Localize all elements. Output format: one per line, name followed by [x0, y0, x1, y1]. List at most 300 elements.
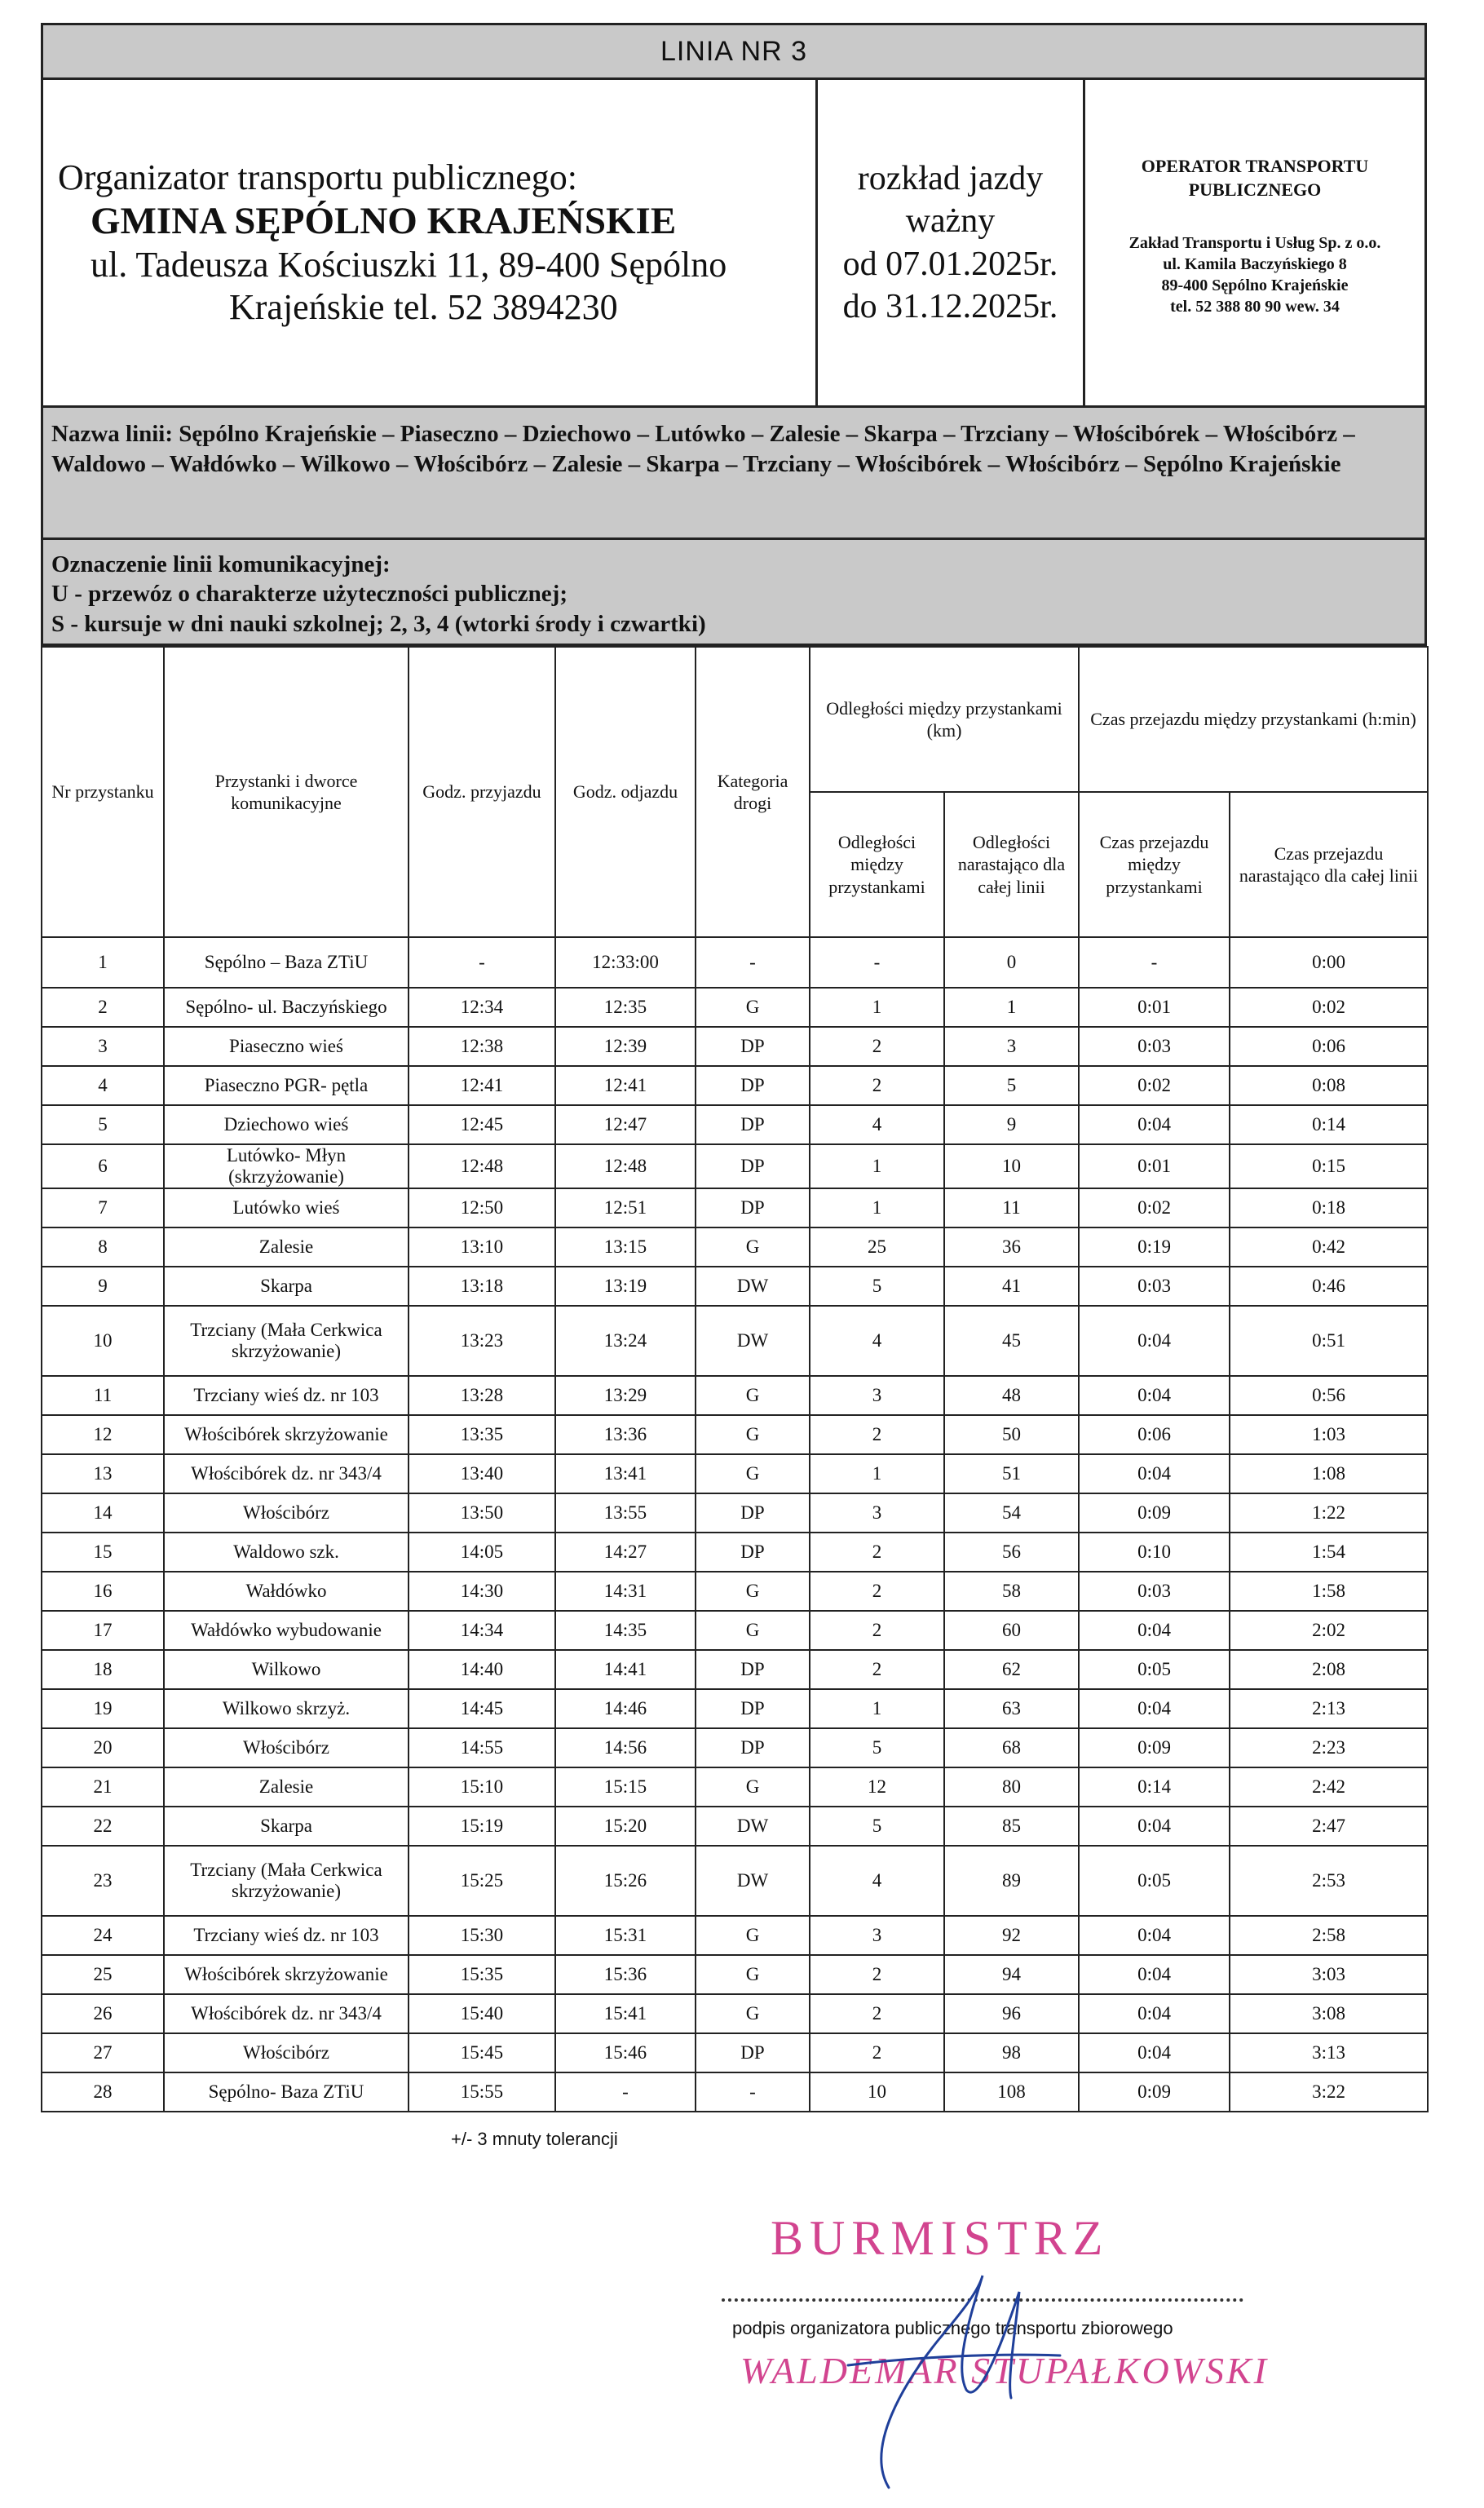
row-time: 0:02 [1079, 1188, 1230, 1227]
row-departure: 12:41 [555, 1066, 696, 1105]
row-nr: 23 [42, 1846, 164, 1916]
row-arrival: - [409, 937, 555, 988]
row-time-cumulative: 1:58 [1230, 1572, 1428, 1611]
row-distance-cumulative: 58 [944, 1572, 1079, 1611]
row-nr: 28 [42, 2072, 164, 2112]
table-row [42, 937, 1428, 988]
timetable-document [41, 23, 1427, 2112]
row-time: 0:02 [1079, 1066, 1230, 1105]
organizer-address-line1: ul. Tadeusza Kościuszki 11, 89-400 Sępólno [91, 245, 727, 285]
row-distance-cumulative: 51 [944, 1454, 1079, 1493]
row-category: - [696, 2072, 810, 2112]
line-title: LINIA NR 3 [660, 35, 808, 67]
row-arrival: 13:28 [409, 1376, 555, 1415]
row-distance: 3 [810, 1493, 944, 1533]
row-time: 0:14 [1079, 1767, 1230, 1807]
row-time: 0:19 [1079, 1227, 1230, 1267]
row-departure: 13:24 [555, 1306, 696, 1376]
row-departure: 12:39 [555, 1027, 696, 1066]
row-stop: Włościbórz [164, 1493, 409, 1533]
row-time: 0:04 [1079, 1105, 1230, 1144]
table-row [42, 1454, 1428, 1493]
row-category: G [696, 988, 810, 1027]
table-row [42, 1650, 1428, 1689]
row-departure: 15:20 [555, 1807, 696, 1846]
row-category: DP [696, 1728, 810, 1767]
row-time: 0:09 [1079, 1493, 1230, 1533]
row-category: DP [696, 1188, 810, 1227]
row-distance-cumulative: 41 [944, 1267, 1079, 1306]
table-row [42, 1916, 1428, 1955]
row-time-cumulative: 0:06 [1230, 1027, 1428, 1066]
row-stop: Włościbórz [164, 2033, 409, 2072]
row-category: DP [696, 1066, 810, 1105]
table-row [42, 1955, 1428, 1994]
row-arrival: 15:10 [409, 1767, 555, 1807]
row-category: DW [696, 1807, 810, 1846]
row-arrival: 13:23 [409, 1306, 555, 1376]
line-name-section [41, 408, 1427, 540]
timetable-body [42, 937, 1428, 2112]
row-distance: 3 [810, 1376, 944, 1415]
row-time: 0:04 [1079, 1955, 1230, 1994]
stamp-title: BURMISTRZ [771, 2211, 1110, 2265]
header-category: Kategoria drogi [696, 647, 810, 937]
row-nr: 24 [42, 1916, 164, 1955]
row-nr: 12 [42, 1415, 164, 1454]
signature-caption: podpis organizatora publicznego transportu zbiorowego [732, 2318, 1173, 2338]
table-row [42, 1105, 1428, 1144]
row-distance: 1 [810, 1144, 944, 1188]
header-time-group: Czas przejazdu między przystankami (h:min) [1079, 647, 1428, 792]
row-departure: 12:35 [555, 988, 696, 1027]
header-time-cumulative: Czas przejazdu narastająco dla całej linii [1230, 792, 1428, 937]
header-nr: Nr przystanku [42, 647, 164, 937]
organizer-section [43, 80, 818, 405]
organizer-label: Organizator transportu publicznego: [58, 157, 577, 197]
row-category: G [696, 1611, 810, 1650]
table-row [42, 1415, 1428, 1454]
row-time-cumulative: 3:08 [1230, 1994, 1428, 2033]
line-name-text: Nazwa linii: Sępólno Krajeńskie – Piaseczno – Dziechowo – Lutówko – Zalesie – Skarpa – Trzciany – Włościbórek – Włościbórz – Waldowo – Wałdówko – Wilkowo – Włościbórz – Zalesie – Skarpa – Trzciany – Włościbórek – Włościbórz – Sępólno Krajeńskie [51, 421, 1355, 477]
row-category: DP [696, 1533, 810, 1572]
row-arrival: 13:10 [409, 1227, 555, 1267]
row-departure: 13:15 [555, 1227, 696, 1267]
line-marking-section [41, 540, 1427, 646]
row-departure: 13:55 [555, 1493, 696, 1533]
header-time-between: Czas przejazdu między przystankami [1079, 792, 1230, 937]
row-stop: Lutówko wieś [164, 1188, 409, 1227]
row-time-cumulative: 2:08 [1230, 1650, 1428, 1689]
row-distance-cumulative: 45 [944, 1306, 1079, 1376]
row-arrival: 15:40 [409, 1994, 555, 2033]
row-nr: 16 [42, 1572, 164, 1611]
row-distance: - [810, 937, 944, 988]
row-departure: 14:35 [555, 1611, 696, 1650]
row-nr: 20 [42, 1728, 164, 1767]
header-departure: Godz. odjazdu [555, 647, 696, 937]
row-departure: 14:31 [555, 1572, 696, 1611]
table-row [42, 1267, 1428, 1306]
row-time-cumulative: 2:23 [1230, 1728, 1428, 1767]
row-stop: Wilkowo [164, 1650, 409, 1689]
row-arrival: 14:05 [409, 1533, 555, 1572]
row-departure: 14:27 [555, 1533, 696, 1572]
row-distance: 2 [810, 1027, 944, 1066]
table-row [42, 1807, 1428, 1846]
row-distance: 2 [810, 1415, 944, 1454]
row-nr: 11 [42, 1376, 164, 1415]
row-arrival: 14:30 [409, 1572, 555, 1611]
row-distance: 5 [810, 1728, 944, 1767]
row-stop: Trzciany (Mała Cerkwica skrzyżowanie) [164, 1306, 409, 1376]
row-time: 0:04 [1079, 1454, 1230, 1493]
row-time: 0:03 [1079, 1027, 1230, 1066]
row-stop: Wałdówko wybudowanie [164, 1611, 409, 1650]
row-category: DP [696, 1105, 810, 1144]
row-arrival: 12:50 [409, 1188, 555, 1227]
row-distance: 3 [810, 1916, 944, 1955]
row-nr: 2 [42, 988, 164, 1027]
row-distance-cumulative: 60 [944, 1611, 1079, 1650]
row-arrival: 13:40 [409, 1454, 555, 1493]
header-arrival: Godz. przyjazdu [409, 647, 555, 937]
row-nr: 13 [42, 1454, 164, 1493]
row-nr: 7 [42, 1188, 164, 1227]
row-time-cumulative: 0:51 [1230, 1306, 1428, 1376]
row-distance: 2 [810, 1066, 944, 1105]
row-departure: 12:33:00 [555, 937, 696, 988]
row-departure: 15:26 [555, 1846, 696, 1916]
row-time: 0:04 [1079, 1807, 1230, 1846]
stamp-name: WALDEMAR STUPAŁKOWSKI [740, 2350, 1269, 2391]
row-nr: 21 [42, 1767, 164, 1807]
row-nr: 10 [42, 1306, 164, 1376]
row-time: 0:04 [1079, 1306, 1230, 1376]
operator-street: ul. Kamila Baczyńskiego 8 [1163, 255, 1347, 274]
validity-section [818, 80, 1085, 405]
row-time: 0:04 [1079, 1689, 1230, 1728]
row-time-cumulative: 3:13 [1230, 2033, 1428, 2072]
row-time-cumulative: 2:47 [1230, 1807, 1428, 1846]
row-distance-cumulative: 10 [944, 1144, 1079, 1188]
row-distance-cumulative: 96 [944, 1994, 1079, 2033]
row-distance-cumulative: 89 [944, 1846, 1079, 1916]
validity-line1: rozkład jazdy [857, 159, 1044, 197]
row-distance-cumulative: 85 [944, 1807, 1079, 1846]
row-distance: 10 [810, 2072, 944, 2112]
row-category: DP [696, 1650, 810, 1689]
row-stop: Sępólno- ul. Baczyńskiego [164, 988, 409, 1027]
row-arrival: 14:34 [409, 1611, 555, 1650]
row-nr: 15 [42, 1533, 164, 1572]
row-arrival: 12:34 [409, 988, 555, 1027]
row-distance: 5 [810, 1807, 944, 1846]
row-departure: 14:46 [555, 1689, 696, 1728]
row-arrival: 12:41 [409, 1066, 555, 1105]
row-time: 0:04 [1079, 1376, 1230, 1415]
row-stop: Zalesie [164, 1767, 409, 1807]
row-distance: 4 [810, 1306, 944, 1376]
row-distance-cumulative: 3 [944, 1027, 1079, 1066]
table-row [42, 1188, 1428, 1227]
row-departure: 13:41 [555, 1454, 696, 1493]
row-time: 0:04 [1079, 2033, 1230, 2072]
row-time-cumulative: 0:08 [1230, 1066, 1428, 1105]
row-distance: 2 [810, 1572, 944, 1611]
row-time-cumulative: 3:22 [1230, 2072, 1428, 2112]
row-stop: Trzciany wieś dz. nr 103 [164, 1376, 409, 1415]
row-distance: 1 [810, 988, 944, 1027]
organizer-address-line2: Krajeńskie tel. 52 3894230 [229, 287, 618, 328]
tolerance-note: +/- 3 mnuty tolerancji [451, 2129, 618, 2149]
row-time-cumulative: 2:13 [1230, 1689, 1428, 1728]
row-category: G [696, 1454, 810, 1493]
line-marking-title: Oznaczenie linii komunikacyjnej: [51, 551, 391, 577]
row-category: G [696, 1994, 810, 2033]
row-distance-cumulative: 1 [944, 988, 1079, 1027]
operator-city: 89-400 Sępólno Krajeńskie [1161, 276, 1349, 295]
row-nr: 19 [42, 1689, 164, 1728]
row-category: G [696, 1227, 810, 1267]
table-row [42, 1994, 1428, 2033]
row-time-cumulative: 0:42 [1230, 1227, 1428, 1267]
row-arrival: 14:40 [409, 1650, 555, 1689]
table-row [42, 1144, 1428, 1188]
row-distance: 2 [810, 1611, 944, 1650]
row-time-cumulative: 1:54 [1230, 1533, 1428, 1572]
table-row [42, 1306, 1428, 1376]
validity-to: do 31.12.2025r. [842, 288, 1058, 325]
row-departure: 13:36 [555, 1415, 696, 1454]
row-departure: 15:31 [555, 1916, 696, 1955]
row-distance-cumulative: 5 [944, 1066, 1079, 1105]
row-category: - [696, 937, 810, 988]
row-time: 0:05 [1079, 1650, 1230, 1689]
row-time-cumulative: 0:15 [1230, 1144, 1428, 1188]
row-category: DP [696, 1144, 810, 1188]
operator-name: Zakład Transportu i Usług Sp. z o.o. [1128, 234, 1381, 253]
row-distance-cumulative: 62 [944, 1650, 1079, 1689]
row-distance-cumulative: 54 [944, 1493, 1079, 1533]
row-arrival: 13:18 [409, 1267, 555, 1306]
row-time-cumulative: 2:42 [1230, 1767, 1428, 1807]
row-time: 0:01 [1079, 988, 1230, 1027]
table-row [42, 1767, 1428, 1807]
row-distance-cumulative: 92 [944, 1916, 1079, 1955]
row-distance: 1 [810, 1689, 944, 1728]
row-category: G [696, 1767, 810, 1807]
row-nr: 5 [42, 1105, 164, 1144]
row-arrival: 12:38 [409, 1027, 555, 1066]
row-nr: 3 [42, 1027, 164, 1066]
row-departure: 14:56 [555, 1728, 696, 1767]
row-distance-cumulative: 9 [944, 1105, 1079, 1144]
row-stop: Piaseczno wieś [164, 1027, 409, 1066]
row-nr: 26 [42, 1994, 164, 2033]
row-category: G [696, 1572, 810, 1611]
row-stop: Wilkowo skrzyż. [164, 1689, 409, 1728]
row-distance: 1 [810, 1188, 944, 1227]
line-marking-s: S - kursuje w dni nauki szkolnej; 2, 3, 4 (wtorki środy i czwartki) [51, 610, 706, 637]
row-arrival: 15:25 [409, 1846, 555, 1916]
row-category: G [696, 1916, 810, 1955]
row-stop: Włościbórek skrzyżowanie [164, 1415, 409, 1454]
table-row [42, 1066, 1428, 1105]
row-nr: 14 [42, 1493, 164, 1533]
row-time: 0:04 [1079, 1611, 1230, 1650]
table-row [42, 1728, 1428, 1767]
row-time: 0:05 [1079, 1846, 1230, 1916]
row-stop: Piaseczno PGR- pętla [164, 1066, 409, 1105]
row-category: DP [696, 2033, 810, 2072]
row-category: DP [696, 1027, 810, 1066]
row-distance: 5 [810, 1267, 944, 1306]
row-nr: 27 [42, 2033, 164, 2072]
row-distance: 4 [810, 1846, 944, 1916]
table-row [42, 1376, 1428, 1415]
row-time-cumulative: 0:56 [1230, 1376, 1428, 1415]
row-departure: 12:48 [555, 1144, 696, 1188]
row-time-cumulative: 0:00 [1230, 937, 1428, 988]
row-distance-cumulative: 50 [944, 1415, 1079, 1454]
line-marking-u: U - przewóz o charakterze użyteczności publicznej; [51, 581, 568, 608]
table-row [42, 2033, 1428, 2072]
validity-from: od 07.01.2025r. [842, 245, 1058, 283]
row-time-cumulative: 2:53 [1230, 1846, 1428, 1916]
organizer-name: GMINA SĘPÓLNO KRAJEŃSKIE [91, 199, 677, 242]
row-arrival: 15:55 [409, 2072, 555, 2112]
table-row [42, 2072, 1428, 2112]
row-departure: 15:15 [555, 1767, 696, 1807]
row-departure: 12:47 [555, 1105, 696, 1144]
validity-line2: ważny [905, 202, 996, 240]
row-distance-cumulative: 36 [944, 1227, 1079, 1267]
row-time: 0:10 [1079, 1533, 1230, 1572]
row-time-cumulative: 1:22 [1230, 1493, 1428, 1533]
row-distance: 2 [810, 1994, 944, 2033]
row-distance: 2 [810, 1650, 944, 1689]
row-distance: 2 [810, 1533, 944, 1572]
table-row [42, 1611, 1428, 1650]
row-time-cumulative: 0:18 [1230, 1188, 1428, 1227]
row-time: 0:09 [1079, 2072, 1230, 2112]
line-title-bar [41, 23, 1427, 80]
row-distance: 1 [810, 1454, 944, 1493]
row-arrival: 13:35 [409, 1415, 555, 1454]
row-time: - [1079, 937, 1230, 988]
row-departure: 14:41 [555, 1650, 696, 1689]
row-time-cumulative: 1:03 [1230, 1415, 1428, 1454]
row-time-cumulative: 0:14 [1230, 1105, 1428, 1144]
row-distance-cumulative: 108 [944, 2072, 1079, 2112]
row-stop: Dziechowo wieś [164, 1105, 409, 1144]
row-nr: 4 [42, 1066, 164, 1105]
row-distance-cumulative: 56 [944, 1533, 1079, 1572]
row-stop: Sępólno- Baza ZTiU [164, 2072, 409, 2112]
row-arrival: 14:55 [409, 1728, 555, 1767]
row-arrival: 15:19 [409, 1807, 555, 1846]
operator-title: OPERATOR TRANSPORTU PUBLICZNEGO [1141, 156, 1369, 200]
row-departure: 13:19 [555, 1267, 696, 1306]
row-stop: Skarpa [164, 1267, 409, 1306]
row-stop: Włościbórek dz. nr 343/4 [164, 1994, 409, 2033]
row-time-cumulative: 2:02 [1230, 1611, 1428, 1650]
row-arrival: 15:30 [409, 1916, 555, 1955]
timetable [41, 646, 1429, 2112]
header-row [41, 80, 1427, 408]
row-departure: 15:46 [555, 2033, 696, 2072]
header-dist-between: Odległości między przystankami [810, 792, 944, 937]
row-time: 0:04 [1079, 1994, 1230, 2033]
row-stop: Wałdówko [164, 1572, 409, 1611]
row-stop: Włościbórz [164, 1728, 409, 1767]
table-row [42, 1689, 1428, 1728]
row-time: 0:03 [1079, 1267, 1230, 1306]
table-row [42, 1572, 1428, 1611]
row-departure: - [555, 2072, 696, 2112]
row-nr: 18 [42, 1650, 164, 1689]
row-stop: Waldowo szk. [164, 1533, 409, 1572]
row-time-cumulative: 2:58 [1230, 1916, 1428, 1955]
operator-section [1085, 80, 1424, 405]
row-nr: 17 [42, 1611, 164, 1650]
row-category: G [696, 1955, 810, 1994]
row-time-cumulative: 1:08 [1230, 1454, 1428, 1493]
header-dist-cumulative: Odległości narastająco dla całej linii [944, 792, 1079, 937]
handwritten-signature [815, 2243, 1076, 2504]
row-distance-cumulative: 48 [944, 1376, 1079, 1415]
row-nr: 1 [42, 937, 164, 988]
row-departure: 15:36 [555, 1955, 696, 1994]
row-time: 0:04 [1079, 1916, 1230, 1955]
row-category: DW [696, 1306, 810, 1376]
row-departure: 12:51 [555, 1188, 696, 1227]
table-row [42, 1227, 1428, 1267]
row-category: DW [696, 1846, 810, 1916]
row-category: DP [696, 1493, 810, 1533]
row-arrival: 15:35 [409, 1955, 555, 1994]
row-stop: Trzciany wieś dz. nr 103 [164, 1916, 409, 1955]
header-distance-group: Odległości między przystankami (km) [810, 647, 1079, 792]
row-arrival: 12:48 [409, 1144, 555, 1188]
row-stop: Trzciany (Mała Cerkwica skrzyżowanie) [164, 1846, 409, 1916]
row-stop: Zalesie [164, 1227, 409, 1267]
row-nr: 6 [42, 1144, 164, 1188]
row-distance: 25 [810, 1227, 944, 1267]
row-category: G [696, 1415, 810, 1454]
row-distance: 2 [810, 1955, 944, 1994]
row-stop: Lutówko- Młyn (skrzyżowanie) [164, 1144, 409, 1188]
row-distance-cumulative: 68 [944, 1728, 1079, 1767]
row-category: G [696, 1376, 810, 1415]
row-distance: 4 [810, 1105, 944, 1144]
row-departure: 13:29 [555, 1376, 696, 1415]
row-distance-cumulative: 0 [944, 937, 1079, 988]
signature-stroke [848, 2276, 1060, 2488]
row-distance-cumulative: 98 [944, 2033, 1079, 2072]
table-row [42, 1027, 1428, 1066]
row-distance: 12 [810, 1767, 944, 1807]
row-nr: 9 [42, 1267, 164, 1306]
row-nr: 8 [42, 1227, 164, 1267]
table-row [42, 988, 1428, 1027]
row-time-cumulative: 0:46 [1230, 1267, 1428, 1306]
row-distance-cumulative: 80 [944, 1767, 1079, 1807]
row-arrival: 12:45 [409, 1105, 555, 1144]
row-time-cumulative: 3:03 [1230, 1955, 1428, 1994]
table-row [42, 1533, 1428, 1572]
